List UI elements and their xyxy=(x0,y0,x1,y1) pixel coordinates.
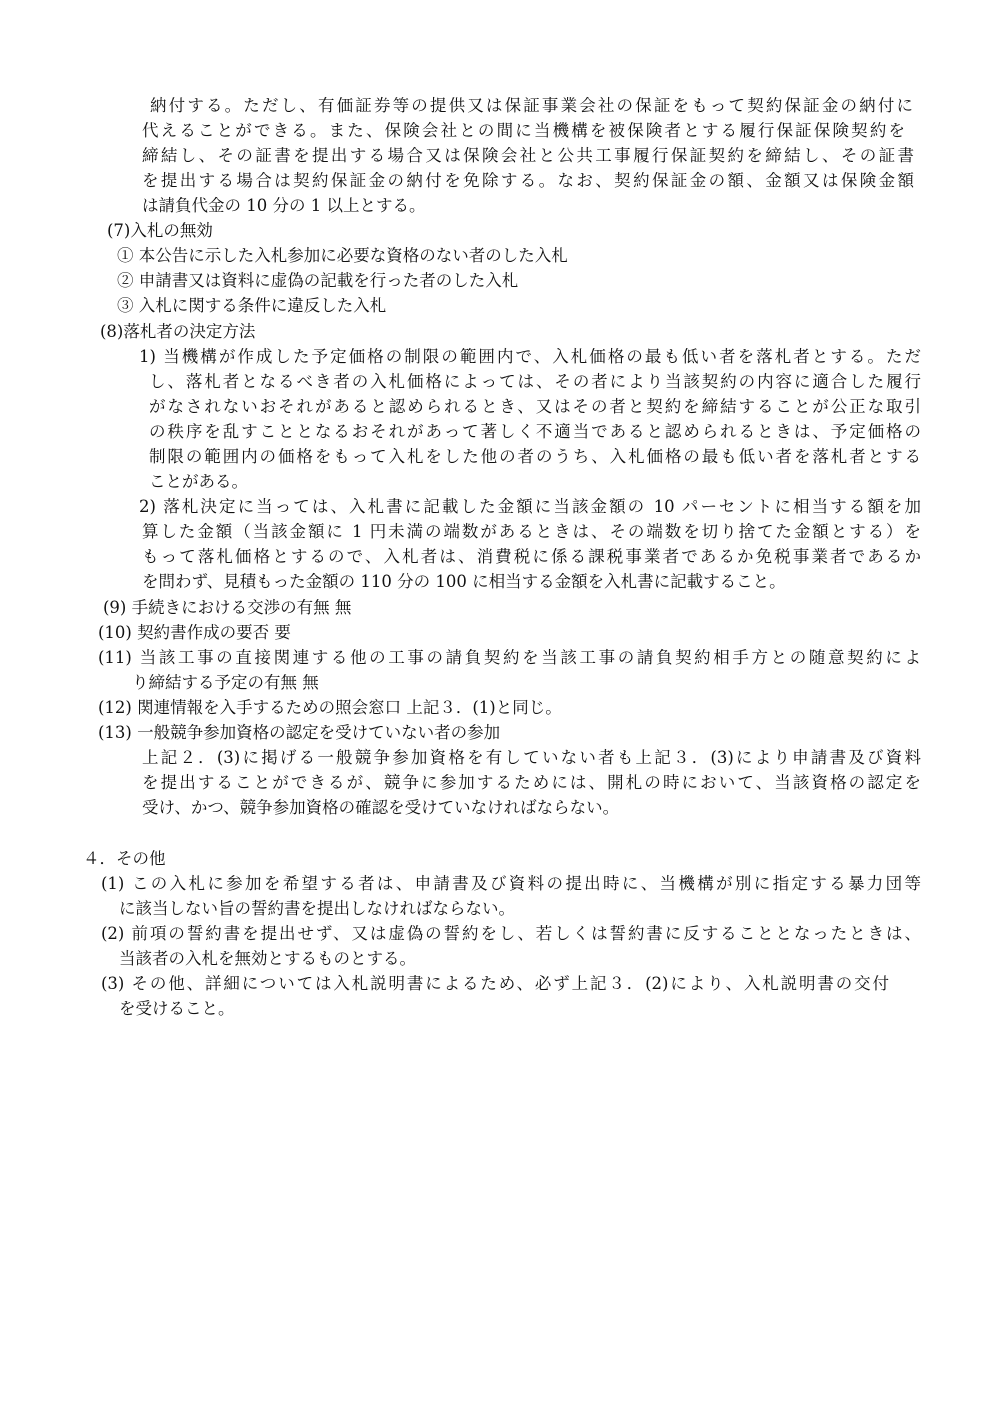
text-line: 締結し、その証書を提出する場合又は保険会社と公共工事履行保証契約を締結し、その証書 xyxy=(142,146,914,165)
list-item: ③ 入札に関する条件に違反した入札 xyxy=(117,296,387,315)
text-line: 納付する。ただし、有価証券等の提供又は保証事業会社の保証をもって契約保証金の納付に xyxy=(150,96,913,115)
list-item: (11) 当該工事の直接関連する他の工事の請負契約を当該工事の請負契約相手方との随意契約によ xyxy=(98,648,921,667)
text-line: もって落札価格とするので、入札者は、消費税に係る課税事業者であるか免税事業者であるか xyxy=(142,547,921,566)
text-line: り締結する予定の有無 無 xyxy=(132,673,319,692)
text-line: 当該者の入札を無効とするものとする。 xyxy=(119,949,416,968)
text-line: 上記２．(3)に掲げる一般競争参加資格を有していない者も上記３．(3)により申請書及び資料 xyxy=(142,748,921,767)
text-line: 代えることができる。また、保険会社との間に当機構を被保険者とする履行保証保険契約を xyxy=(142,121,905,140)
text-line: 1) 当機構が作成した予定価格の制限の範囲内で、入札価格の最も低い者を落札者とする。ただ xyxy=(139,347,921,366)
text-line: 2) 落札決定に当っては、入札書に記載した金額に当該金額の 10 パーセントに相当する額を加 xyxy=(139,497,921,516)
list-item: (10) 契約書作成の要否 要 xyxy=(98,623,291,642)
list-item: (13) 一般競争参加資格の認定を受けていない者の参加 xyxy=(98,723,501,742)
text-line: の秩序を乱すこととなるおそれがあって著しく不適当であると認められるときは、予定価格の xyxy=(149,422,921,441)
text-line: し、落札者となるべき者の入札価格によっては、その者により当該契約の内容に適合した履行 xyxy=(149,372,921,391)
section-heading: (8)落札者の決定方法 xyxy=(100,322,256,341)
list-item: ① 本公告に示した入札参加に必要な資格のない者のした入札 xyxy=(117,246,568,265)
text-line: に該当しない旨の誓約書を提出しなければならない。 xyxy=(119,899,515,918)
section-heading: ４．その他 xyxy=(83,849,166,868)
text-line: ことがある。 xyxy=(149,472,248,491)
text-line: を提出する場合は契約保証金の納付を免除する。なお、契約保証金の額、金額又は保険金額 xyxy=(142,171,915,190)
text-line: 受け、かつ、競争参加資格の確認を受けていなければならない。 xyxy=(142,798,620,817)
text-line: がなされないおそれがあると認められるとき、又はその者と契約を締結することが公正な取引 xyxy=(149,397,921,416)
text-line: 算した金額（当該金額に 1 円未満の端数があるときは、その端数を切り捨てた金額とする）を xyxy=(142,522,921,541)
list-item: (3) その他、詳細については入札説明書によるため、必ず上記３．(2)により、入札説明書の交付 xyxy=(101,974,889,993)
text-line: 制限の範囲内の価格をもって入札をした他の者のうち、入札価格の最も低い者を落札者とする xyxy=(149,447,921,466)
section-heading: (7)入札の無効 xyxy=(107,221,213,240)
list-item: (2) 前項の誓約書を提出せず、又は虚偽の誓約をし、若しくは誓約書に反することとなったときは、 xyxy=(101,924,921,943)
list-item: (12) 関連情報を入手するための照会窓口 上記３．(1)と同じ。 xyxy=(98,698,562,717)
list-item: (9) 手続きにおける交渉の有無 無 xyxy=(103,598,352,617)
list-item: ② 申請書又は資料に虚偽の記載を行った者のした入札 xyxy=(117,271,519,290)
list-item: (1) この入札に参加を希望する者は、申請書及び資料の提出時に、当機構が別に指定する暴力団等 xyxy=(101,874,921,893)
text-line: を問わず、見積もった金額の 110 分の 100 に相当する金額を入札書に記載すること。 xyxy=(142,572,786,591)
text-line: は請負代金の 10 分の 1 以上とする。 xyxy=(142,196,426,215)
text-line: を受けること。 xyxy=(119,999,235,1018)
text-line: を提出することができるが、競争に参加するためには、開札の時において、当該資格の認定を xyxy=(142,773,921,792)
